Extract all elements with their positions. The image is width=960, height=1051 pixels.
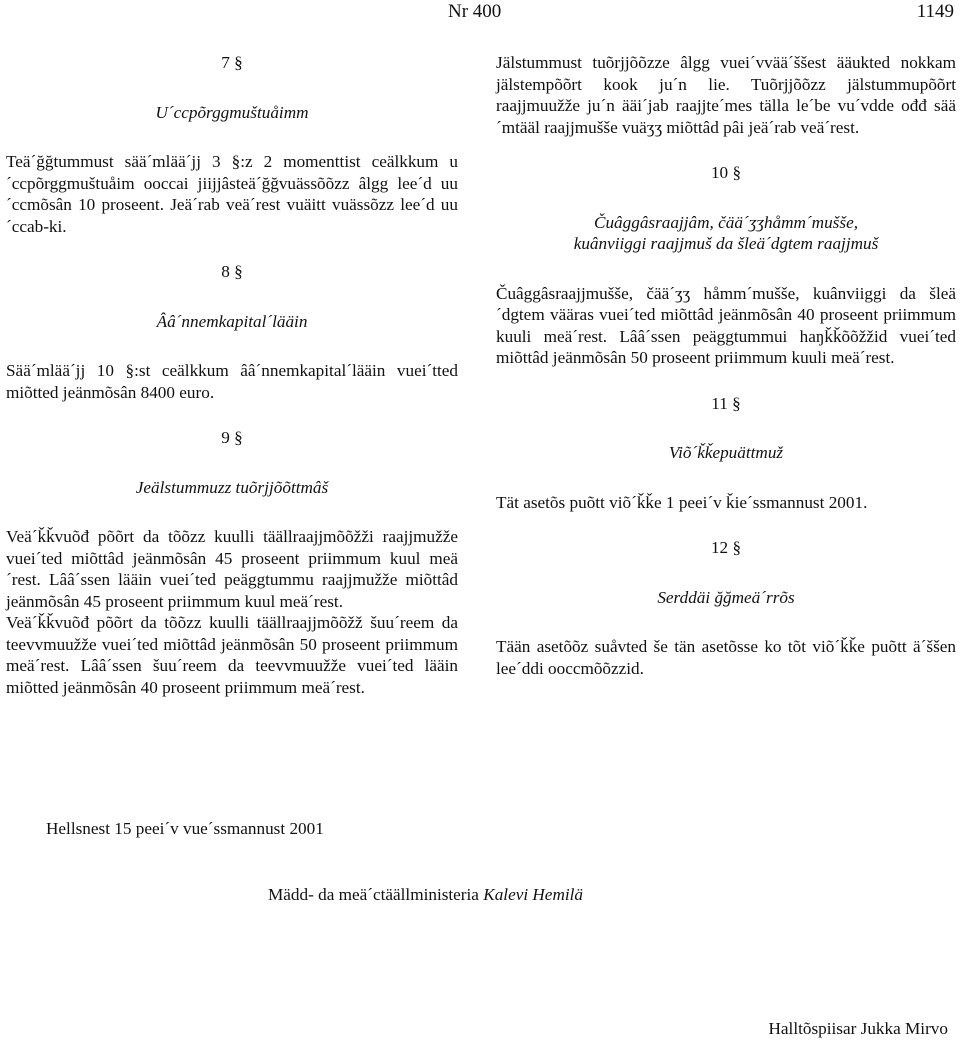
section-9-paragraph-2: Veä´ǩǩvuõđ põõrt da tõõzz kuulli täällraajjmõõžž šuu´reem da teevvmuužže vuei´ted miõttâd jeänmõsân 50 proseent priimmum meä´rest. Lââ´ssen šuu´reem da teevvmuužže vuei´ted lääin miõtted jeänmõsân 40 proseent priimmum meä´rest. (6, 613, 458, 697)
section-8-text: Sää´mlää´jj 10 §:st ceälkkum ââ´nnemkapital´lääin vuei´tted miõtted jeänmõsân 8400 euro. (6, 361, 458, 402)
minister-signature (268, 884, 583, 906)
left-column (6, 52, 458, 698)
section-11-number: 11 § (711, 393, 741, 413)
page-header-left: Nr 400 (448, 1, 502, 22)
right-column (496, 52, 956, 679)
minister-title: Mädd- da meä´ctäällministeria (268, 885, 479, 904)
section-9-title: Jeälstummuzz tuõrjjõõttmâš (135, 477, 329, 497)
section-9-continuation: Jälstummust tuõrjjõõzze âlgg vuei´vvää´ššest ääukted nokkam jälstempõõrt kook ju´n lie. Tuõrjjõõzz jälstummupõõrt raajjmuužže ju´n ääi´jab raajjte´mes tälla le´be vu´vdde ođđ sää´mtääl raajjmušše vuäʒʒ miõttâd pâi jeä´rab veä´rest. (496, 53, 956, 137)
section-8-title: Ââ´nnemkapital´lääin (156, 311, 308, 331)
official-signature: Halltõspiisar Jukka Mirvo (768, 1019, 948, 1038)
section-10-number: 10 § (710, 163, 742, 182)
minister-name: Kalevi Hemilä (483, 885, 583, 904)
section-7-text: Teä´ğğtummust sää´mlää´jj 3 §:z 2 momenttist ceälkkum u´ccpõrggmuštuåim ooccai jiijjâsteä´ğğvuässõõzz âlgg lee´d uu´ccmõsân 10 proseent. Jeä´rab veä´rest vuäitt vuässõzz lee´d uu´ccab-ki. (6, 152, 458, 236)
section-10-text: Čuâggâsraajjmušše, čää´ʒʒ håmm´mušše, kuânviiggi da šleä´dgtem vääras vuei´ted miõttâd jeänmõsân 40 proseent priimmum kuuli meä´rest. Lââ´ssen peäggtummui haŋǩǩõõžžid vuei´ted miõttâd jeänmõsân 50 proseent priimmum kuuli meä´rest. (496, 283, 956, 367)
page-number: 1149 (916, 1, 954, 22)
section-11-title: Viõ´ǩǩepuättmuž (668, 443, 784, 462)
section-7-title: U´ccpõrggmuštuåimm (155, 102, 309, 122)
section-11-text: Tät asetõs puõtt viõ´ǩǩe 1 peei´v ǩie´ssmannust 2001. (496, 492, 868, 512)
signing-place-date: Hellsnest 15 peei´v vue´ssmannust 2001 (46, 819, 324, 838)
section-7-number: 7 § (221, 53, 243, 72)
section-12-text: Tään asetõõz suåvted še tän asetõsse ko tõt viõ´ǩǩe puõtt ä´ššen lee´ddi ooccmõõzzid. (496, 637, 956, 678)
section-9-number: 9 § (221, 428, 243, 447)
section-9-paragraph-1: Veä´ǩǩvuõđ põõrt da tõõzz kuulli täällraajjmõõžži raajjmužže vuei´ted miõttâd jeänmõsân 45 proseent priimmum kuul meä´rest. Lââ´ssen lääin vuei´ted peäggtummu raajjmužže miõttâd jeänmõsân 45 proseent priimmum kuul meä´rest. (6, 527, 458, 611)
section-10-title-line-2: kuânviiggi raajjmuš da šleä´dgtem raajjmuš (573, 234, 879, 253)
section-10-title (496, 212, 956, 255)
section-10-title-line-1: Čuâggâsraajjâm, čää´ʒʒhåmm´mušše, (594, 212, 858, 232)
section-12-title: Serddäi ğğmeä´rrõs (657, 587, 795, 607)
section-12-number: 12 § (710, 538, 742, 557)
section-8-number: 8 § (221, 262, 243, 281)
